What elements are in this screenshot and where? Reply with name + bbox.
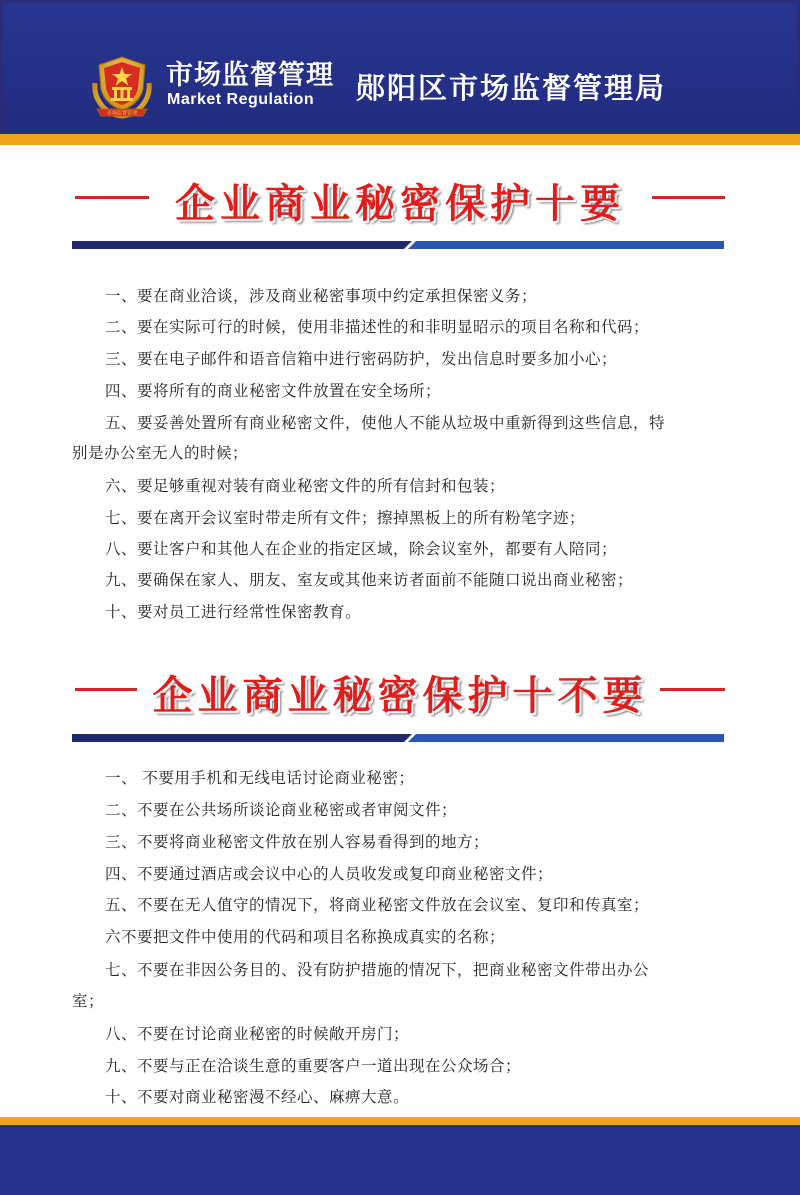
list-item-continuation: 别是办公室无人的时候；: [72, 444, 249, 462]
list-item: 六不要把文件中使用的代码和项目名称换成真实的名称；: [105, 928, 506, 946]
list-item: 五、不要在无人值守的情况下，将商业秘密文件放在会议室、复印和传真室；: [105, 896, 650, 914]
list-item: 九、不要与正在洽谈生意的重要客户一道出现在公众场合；: [105, 1057, 522, 1075]
section1-divider: [72, 241, 724, 249]
section2-title: 企业商业秘密保护十不要: [152, 673, 648, 719]
section1-title: 企业商业秘密保护十要: [175, 181, 625, 227]
header-gold-stripe: [0, 134, 800, 145]
list-item: 四、要将所有的商业秘密文件放置在安全场所；: [105, 382, 442, 400]
brand-name-cn: 市场监督管理: [166, 60, 334, 91]
list-item: 七、要在离开会议室时带走所有文件；擦掉黑板上的所有粉笔字迹；: [105, 509, 586, 527]
list-item: 五、要妥善处置所有商业秘密文件，使他人不能从垃圾中重新得到这些信息，特: [105, 414, 666, 432]
bureau-name: 郧阳区市场监督管理局: [356, 71, 667, 105]
section2-divider: [72, 734, 724, 742]
list-item: 十、要对员工进行经常性保密教育。: [105, 603, 362, 621]
list-item: 四、不要通过酒店或会议中心的人员收发或复印商业秘密文件；: [105, 865, 554, 883]
brand-name-en: Market Regulation: [167, 91, 315, 108]
list-item: 八、不要在讨论商业秘密的时候敞开房门；: [105, 1025, 410, 1043]
list-item: 七、不要在非因公务目的、没有防护措施的情况下，把商业秘密文件带出办公: [105, 961, 650, 979]
list-item: 八、要让客户和其他人在企业的指定区域，除会议室外，都要有人陪同；: [105, 540, 618, 558]
footer-gold-stripe: [0, 1117, 800, 1125]
list-item: 三、不要将商业秘密文件放在别人容易看得到的地方；: [105, 833, 490, 851]
list-item-continuation: 室；: [72, 992, 105, 1010]
footer-banner: [0, 1125, 800, 1195]
list-item: 一、要在商业洽谈，涉及商业秘密事项中约定承担保密义务；: [105, 287, 538, 305]
list-item: 十、不要对商业秘密漫不经心、麻痹大意。: [105, 1088, 410, 1106]
header-banner: [0, 0, 800, 134]
list-item: 二、不要在公共场所谈论商业秘密或者审阅文件；: [105, 801, 458, 819]
market-regulation-emblem-icon: [87, 53, 157, 119]
list-item: 二、要在实际可行的时候，使用非描述性的和非明显昭示的项目名称和代码；: [105, 318, 650, 336]
list-item: 一、 不要用手机和无线电话讨论商业秘密；: [105, 769, 415, 787]
list-item: 六、要足够重视对装有商业秘密文件的所有信封和包装；: [105, 477, 506, 495]
list-item: 三、要在电子邮件和语音信箱中进行密码防护，发出信息时要多加小心；: [105, 350, 618, 368]
emblem-ribbon-text: 市场监督管理: [106, 110, 138, 117]
list-item: 九、要确保在家人、朋友、室友或其他来访者面前不能随口说出商业秘密；: [105, 571, 634, 589]
